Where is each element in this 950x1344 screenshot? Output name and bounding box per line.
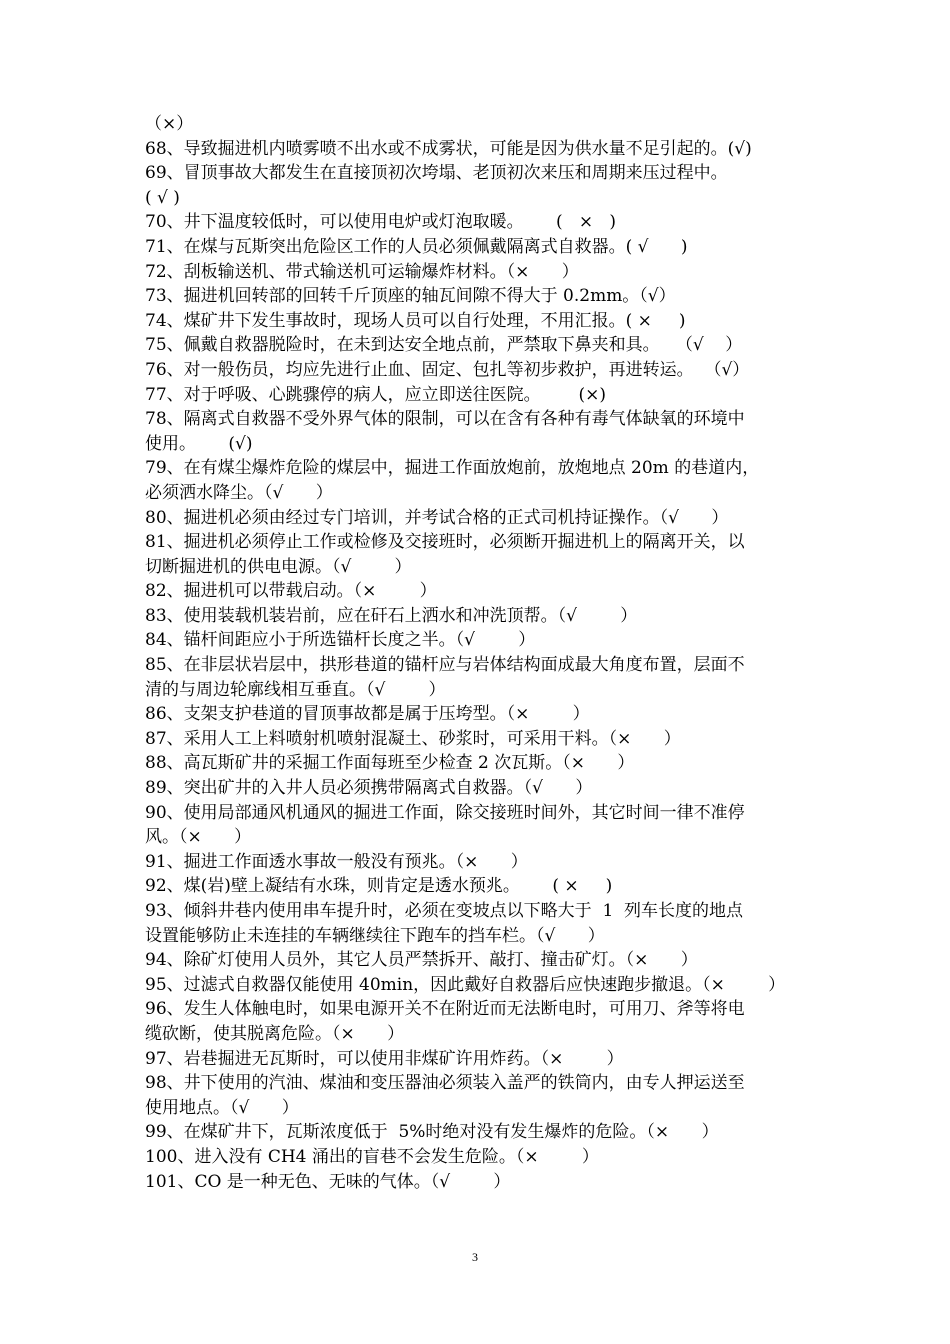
text-line: 缆砍断，使其脱离危险。（× ） bbox=[145, 1023, 405, 1044]
text-line: 71、在煤与瓦斯突出危险区工作的人员必须佩戴隔离式自救器。( √ ) bbox=[145, 236, 688, 257]
text-line: 使用地点。（√ ） bbox=[145, 1097, 299, 1118]
text-line: 98、井下使用的汽油、煤油和变压器油必须装入盖严的铁筒内，由专人押运送至 bbox=[145, 1073, 745, 1094]
text-line: 清的与周边轮廓线相互垂直。（√ ） bbox=[145, 679, 446, 700]
text-line: ( √ ) bbox=[145, 187, 180, 208]
text-line: 89、突出矿井的入井人员必须携带隔离式自救器。（√ ） bbox=[145, 778, 593, 799]
text-line: 76、对一般伤员，均应先进行止血、固定、包扎等初步救护，再进转运。 （√） bbox=[145, 359, 750, 380]
text-line: 101、CO 是一种无色、无味的气体。（√ ） bbox=[145, 1171, 511, 1192]
text-line: 风。（× ） bbox=[145, 827, 252, 848]
text-line: 使用。 (√) bbox=[145, 433, 253, 454]
text-line: 88、高瓦斯矿井的采掘工作面每班至少检查 2 次瓦斯。（× ） bbox=[145, 753, 635, 774]
text-line: 70、井下温度较低时，可以使用电炉或灯泡取暖。 ( × ) bbox=[145, 212, 616, 233]
text-line: 91、掘进工作面透水事故一般没有预兆。（× ） bbox=[145, 851, 528, 872]
text-line: 75、佩戴自救器脱险时，在未到达安全地点前，严禁取下鼻夹和具。 （√ ） bbox=[145, 335, 743, 356]
text-line: 72、刮板输送机、带式输送机可运输爆炸材料。（× ） bbox=[145, 261, 579, 282]
text-line: 78、隔离式自救器不受外界气体的限制，可以在含有各种有毒气体缺氧的环境中 bbox=[145, 409, 745, 430]
text-line: 92、煤(岩)壁上凝结有水珠，则肯定是透水预兆。 ( × ) bbox=[145, 876, 613, 897]
text-line: 100、进入没有 CH4 涌出的盲巷不会发生危险。（× ） bbox=[145, 1146, 599, 1167]
text-line: 83、使用装载机装岩前，应在矸石上洒水和冲洗顶帮。（√ ） bbox=[145, 605, 638, 626]
text-line: 设置能够防止未连挂的车辆继续往下跑车的挡车栏。（√ ） bbox=[145, 925, 605, 946]
text-line: 69、冒顶事故大都发生在直接顶初次垮塌、老顶初次来压和周期来压过程中。 bbox=[145, 163, 728, 184]
text-line: 99、在煤矿井下，瓦斯浓度低于 5%时绝对没有发生爆炸的危险。（× ） bbox=[145, 1122, 719, 1143]
text-line: 95、过滤式自救器仅能使用 40min，因此戴好自救器后应快速跑步撤退。（× ） bbox=[145, 974, 786, 995]
text-line: 81、掘进机必须停止工作或检修及交接班时，必须断开掘进机上的隔离开关，以 bbox=[145, 532, 745, 553]
text-line: 86、支架支护巷道的冒顶事故都是属于压垮型。（× ） bbox=[145, 704, 590, 725]
text-line: 90、使用局部通风机通风的掘进工作面，除交接班时间外，其它时间一律不准停 bbox=[145, 802, 745, 823]
question-list bbox=[145, 112, 809, 1194]
text-line: 74、煤矿井下发生事故时，现场人员可以自行处理，不用汇报。( × ) bbox=[145, 310, 686, 331]
text-line: （×） bbox=[145, 114, 194, 134]
text-line: 82、掘进机可以带载启动。（× ） bbox=[145, 581, 437, 602]
text-line: 87、采用人工上料喷射机喷射混凝土、砂浆时，可采用干料。（× ） bbox=[145, 728, 681, 749]
text-line: 84、锚杆间距应小于所选锚杆长度之半。（√ ） bbox=[145, 630, 536, 651]
text-line: 73、掘进机回转部的回转千斤顶座的轴瓦间隙不得大于 0.2mm。（√） bbox=[145, 286, 676, 307]
text-line: 80、掘进机必须由经过专门培训，并考试合格的正式司机持证操作。（√ ） bbox=[145, 507, 729, 528]
text-line: 96、发生人体触电时，如果电源开关不在附近而无法断电时，可用刀、斧等将电 bbox=[145, 999, 745, 1020]
text-line: 93、倾斜井巷内使用串车提升时，必须在变坡点以下略大于 1 列车长度的地点 bbox=[145, 901, 744, 921]
text-line: 77、对于呼吸、心跳骤停的病人，应立即送往医院。 (×) bbox=[145, 384, 606, 405]
text-line: 必须洒水降尘。（√ ） bbox=[145, 482, 333, 503]
text-line: 切断掘进机的供电电源。（√ ） bbox=[145, 556, 412, 577]
text-line: 94、除矿灯使用人员外，其它人员严禁拆开、敲打、撞击矿灯。（× ） bbox=[145, 950, 698, 971]
text-line: 68、导致掘进机内喷雾喷不出水或不成雾状，可能是因为供水量不足引起的。(√) bbox=[145, 138, 752, 159]
text-line: 85、在非层状岩层中，拱形巷道的锚杆应与岩体结构面成最大角度布置，层面不 bbox=[145, 655, 745, 676]
text-line: 97、岩巷掘进无瓦斯时，可以使用非煤矿许用炸药。（× ） bbox=[145, 1048, 624, 1069]
text-line: 79、在有煤尘爆炸危险的煤层中，掘进工作面放炮前，放炮地点 20m 的巷道内， bbox=[145, 458, 760, 479]
page-number: 3 bbox=[472, 1250, 478, 1264]
